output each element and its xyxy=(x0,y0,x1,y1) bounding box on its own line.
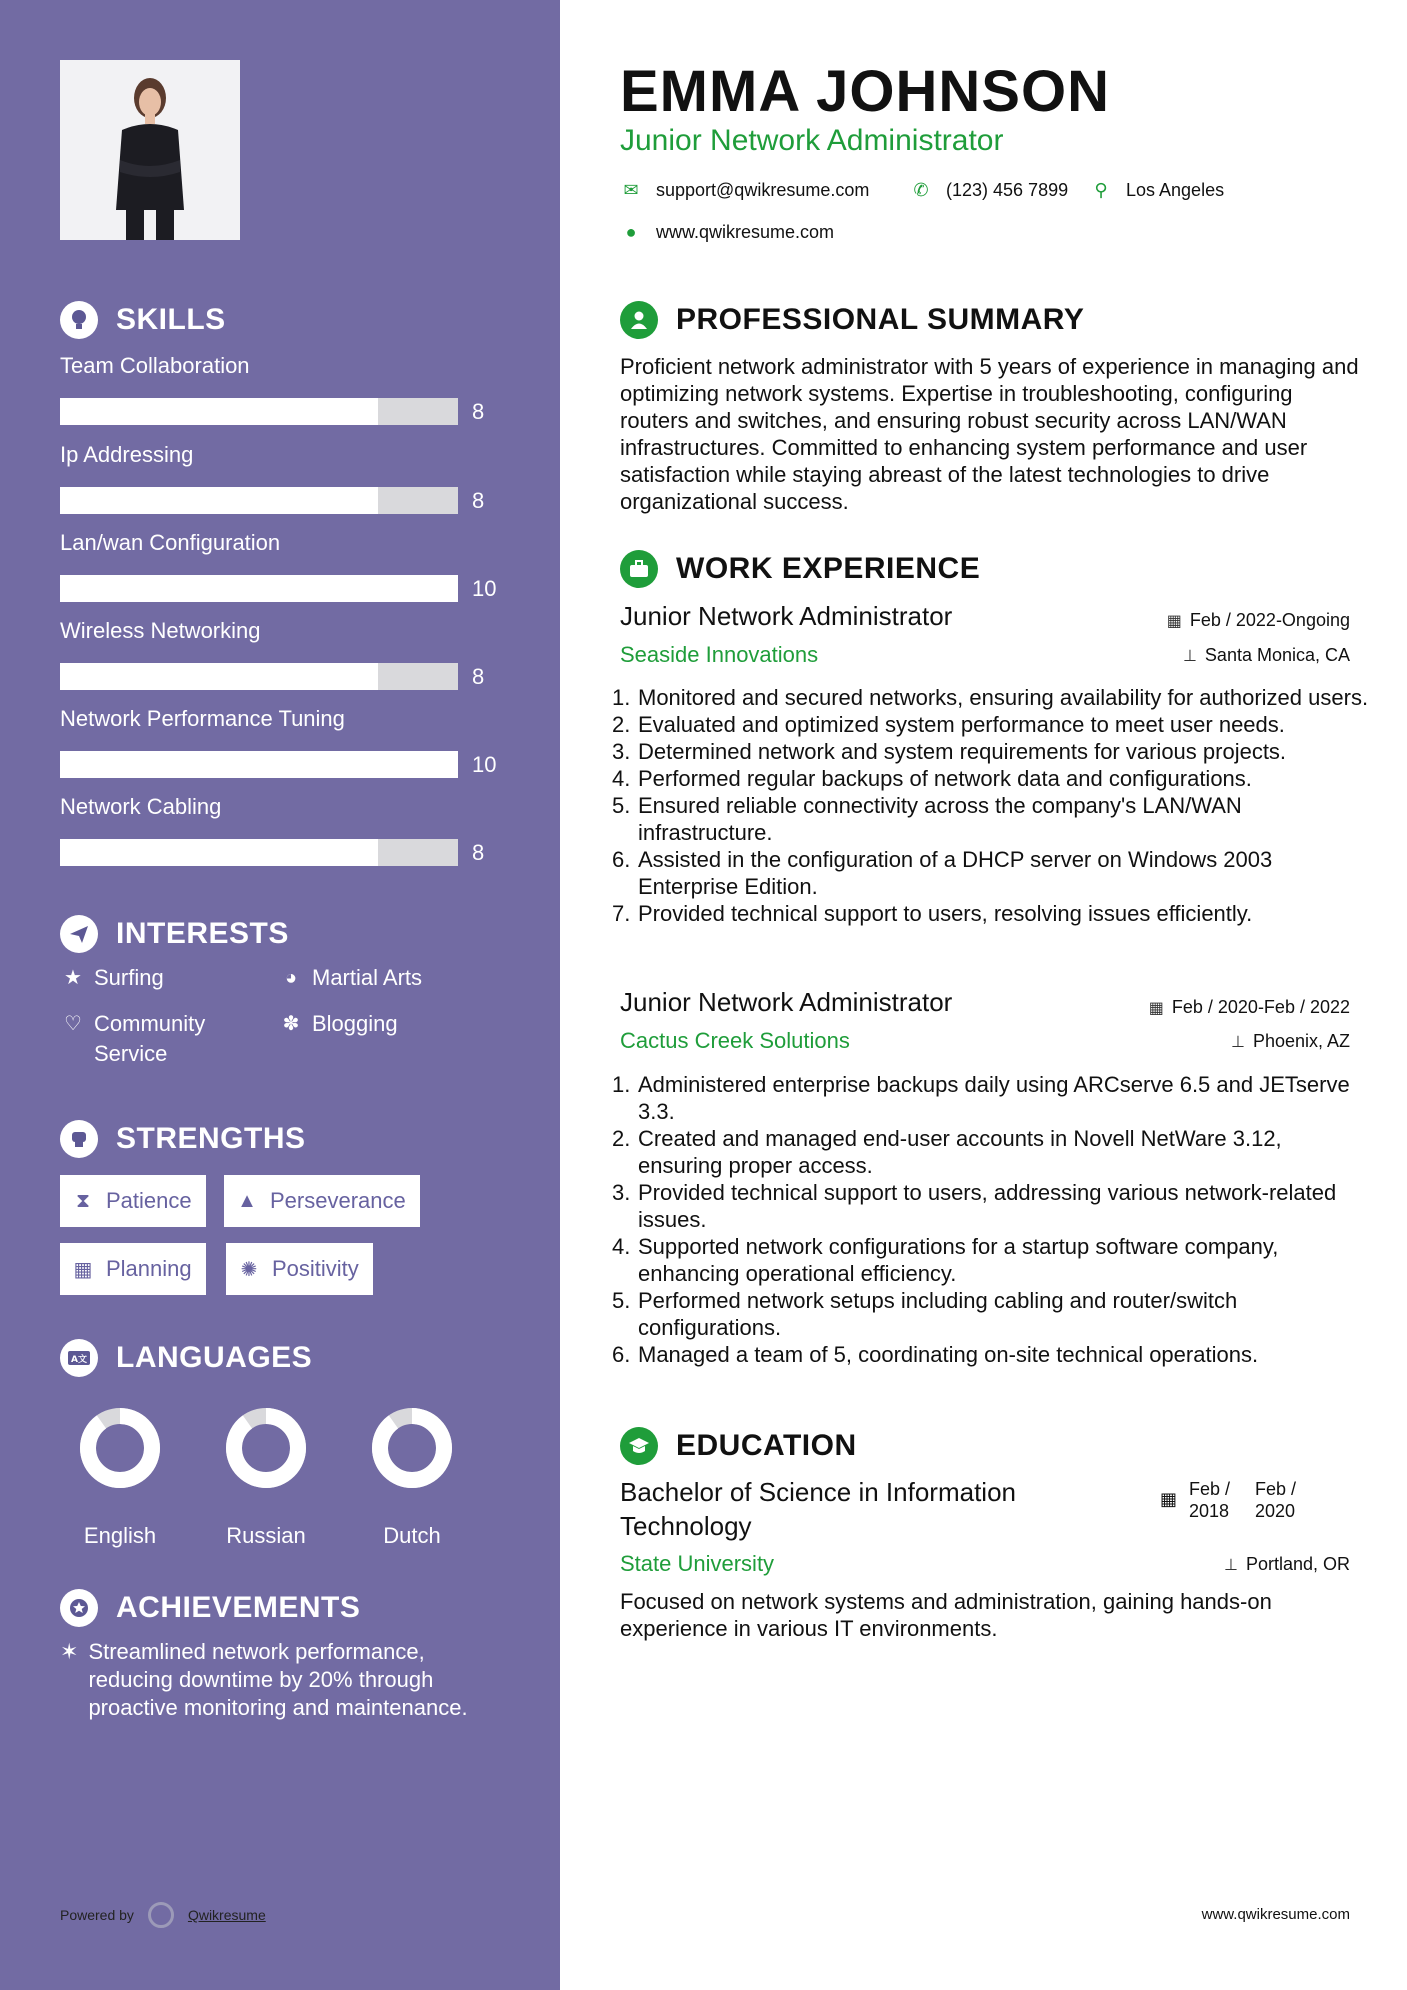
summary-heading xyxy=(620,301,1084,339)
language-ring xyxy=(370,1406,454,1490)
award-icon xyxy=(60,1589,98,1627)
duty-text: Provided technical support to users, addressing various network-related issues. xyxy=(638,1180,1337,1232)
contact-website[interactable] xyxy=(620,222,834,243)
pushpin-icon: ⊥ xyxy=(1182,647,1197,665)
strength-badge xyxy=(60,1175,206,1227)
skill-bar xyxy=(60,839,458,866)
summary-text: Proficient network administrator with 5 years of experience in managing and optimizing network systems. Expertise in troubleshooting, configuring routers and switches, and ensuring robust security across LAN/WAN infrastructures. Committed to enhancing system performance and user satisfaction while staying abreast of the latest technologies to drive organizational success. xyxy=(620,354,1359,514)
education-end: Feb / 2020 xyxy=(1255,1479,1297,1521)
graduation-icon xyxy=(620,1427,658,1465)
language-item xyxy=(60,1406,180,1549)
svg-text:A文: A文 xyxy=(71,1355,87,1365)
duty-text: Assisted in the configuration of a DHCP server on Windows 2003 Enterprise Edition. xyxy=(638,847,1273,899)
skill-name: Wireless Networking xyxy=(60,618,261,643)
skill-item xyxy=(60,794,500,865)
list-item xyxy=(612,711,1372,738)
location-text: Los Angeles xyxy=(1126,180,1225,200)
skills-heading-text: SKILLS xyxy=(116,303,226,336)
list-item xyxy=(612,684,1372,711)
strengths-heading-text: STRENGTHS xyxy=(116,1122,306,1155)
duty-text: Evaluated and optimized system performance to meet user needs. xyxy=(638,712,1285,737)
skill-value: 8 xyxy=(472,664,485,689)
education-heading-text: EDUCATION xyxy=(676,1429,857,1462)
list-item xyxy=(612,846,1372,900)
interest-item xyxy=(60,1009,260,1069)
duty-text: Created and managed end-user accounts in Novell NetWare 3.12, ensuring proper access. xyxy=(638,1126,1282,1178)
skills-heading xyxy=(60,301,226,339)
footer-website[interactable]: www.qwikresume.com xyxy=(1201,1906,1350,1923)
calendar-icon: ▦ xyxy=(73,1258,93,1281)
qwikresume-link[interactable]: Qwikresume xyxy=(187,1907,266,1923)
education-description: Focused on network systems and administration, gaining hands-on experience in various IT environments. xyxy=(620,1589,1272,1641)
email-text: support@qwikresume.com xyxy=(656,180,870,200)
list-item xyxy=(612,765,1372,792)
profile-photo xyxy=(60,60,240,240)
skill-bar xyxy=(60,751,458,778)
contact-phone[interactable] xyxy=(910,180,1068,201)
list-number: 6. xyxy=(612,847,631,872)
achievement-text: Streamlined network performance, reducing downtime by 20% through proactive monitoring and maintenance. xyxy=(88,1639,468,1720)
duty-text: Managed a team of 5, coordinating on-site technical operations. xyxy=(638,1342,1259,1367)
experience-heading-text: WORK EXPERIENCE xyxy=(676,552,981,585)
skill-value: 8 xyxy=(472,399,485,424)
list-item xyxy=(612,1341,1372,1368)
translate-icon xyxy=(60,1339,98,1377)
skill-item xyxy=(60,618,500,689)
list-item xyxy=(612,1071,1372,1125)
job-location xyxy=(1231,1031,1350,1052)
skill-name: Ip Addressing xyxy=(60,442,194,467)
road-icon: ▲ xyxy=(237,1189,257,1212)
paper-plane-icon xyxy=(60,915,98,953)
contact-location xyxy=(1090,180,1224,201)
job-duties-list xyxy=(612,1071,1372,1368)
duty-text: Supported network configurations for a startup software company, enhancing operational efficiency. xyxy=(638,1234,1279,1286)
list-item xyxy=(612,1233,1372,1287)
list-number: 4. xyxy=(612,766,631,791)
website-text: www.qwikresume.com xyxy=(656,222,835,242)
job-title: Junior Network Administrator xyxy=(620,601,953,631)
list-item xyxy=(612,792,1372,846)
job-location-text: Santa Monica, CA xyxy=(1204,645,1350,665)
strength-badge xyxy=(60,1243,206,1295)
main-content xyxy=(560,0,1407,1990)
interest-label: Martial Arts xyxy=(312,965,423,990)
interest-item xyxy=(278,963,422,993)
education-dates xyxy=(1160,1478,1311,1522)
list-number: 1. xyxy=(612,685,631,710)
list-number: 6. xyxy=(612,1342,631,1367)
interest-item xyxy=(60,963,164,993)
interest-item xyxy=(278,1009,398,1039)
list-number: 5. xyxy=(612,793,631,818)
star-burst-icon: ✶ xyxy=(60,1639,79,1664)
sidebar xyxy=(0,0,560,1990)
language-item xyxy=(206,1406,326,1549)
skill-name: Team Collaboration xyxy=(60,353,250,378)
skill-value: 10 xyxy=(472,752,497,777)
job-dates xyxy=(1167,610,1350,631)
skill-item xyxy=(60,706,500,777)
phone-text: (123) 456 7899 xyxy=(946,180,1069,200)
languages-heading xyxy=(60,1339,312,1377)
job-dates-text: Feb / 2022-Ongoing xyxy=(1189,610,1350,630)
list-number: 1. xyxy=(612,1072,631,1097)
list-number: 3. xyxy=(612,739,631,764)
language-ring xyxy=(224,1406,308,1490)
achievements-heading-text: ACHIEVEMENTS xyxy=(116,1591,361,1624)
pushpin-icon: ⊥ xyxy=(1231,1033,1245,1051)
language-ring xyxy=(78,1406,162,1490)
duty-text: Ensured reliable connectivity across the company's LAN/WAN infrastructure. xyxy=(638,793,1242,845)
job-company: Seaside Innovations xyxy=(620,642,819,667)
briefcase-icon xyxy=(620,550,658,588)
skill-bar xyxy=(60,487,458,514)
fist-icon xyxy=(60,1120,98,1158)
skill-value: 10 xyxy=(472,576,497,601)
summary-heading-text: PROFESSIONAL SUMMARY xyxy=(676,303,1085,336)
list-item xyxy=(612,900,1372,927)
globe-icon: ◕ xyxy=(284,967,298,989)
contact-email[interactable] xyxy=(620,180,869,201)
skill-bar-fill xyxy=(60,575,458,602)
list-number: 5. xyxy=(612,1288,631,1313)
strengths-heading xyxy=(60,1120,306,1158)
skill-bar xyxy=(60,663,458,690)
skill-bar-fill xyxy=(60,839,378,866)
list-number: 3. xyxy=(612,1180,631,1205)
sun-icon: ✺ xyxy=(240,1258,258,1281)
language-name: English xyxy=(83,1523,157,1548)
strength-badge xyxy=(224,1175,420,1227)
job-location-text: Phoenix, AZ xyxy=(1252,1031,1350,1051)
skill-bar-fill xyxy=(60,487,378,514)
list-item xyxy=(612,1287,1372,1341)
job-dates xyxy=(1149,997,1350,1018)
interest-label: Community Service xyxy=(94,1011,206,1066)
skill-bar-fill xyxy=(60,751,458,778)
language-name: Russian xyxy=(226,1523,306,1548)
lightbulb-icon xyxy=(60,301,98,339)
map-pin-icon: ⚲ xyxy=(1094,180,1108,200)
job-title: Junior Network Administrator xyxy=(620,987,953,1017)
skill-value: 8 xyxy=(472,488,485,513)
skill-item xyxy=(60,530,500,601)
degree-title: Bachelor of Science in Information Technology xyxy=(620,1477,1016,1541)
skill-bar xyxy=(60,575,458,602)
calendar-icon: ▦ xyxy=(1160,1489,1178,1509)
achievements-heading xyxy=(60,1589,360,1627)
strength-label: Perseverance xyxy=(270,1188,406,1213)
school-name: State University xyxy=(620,1551,775,1576)
skill-item xyxy=(60,442,500,513)
language-name: Dutch xyxy=(383,1523,441,1548)
interest-label: Blogging xyxy=(312,1011,398,1036)
list-item xyxy=(612,738,1372,765)
duty-text: Provided technical support to users, resolving issues efficiently. xyxy=(638,901,1253,926)
powered-by-text: Powered by xyxy=(60,1907,134,1923)
skill-bar xyxy=(60,398,458,425)
list-item xyxy=(612,1179,1372,1233)
duty-text: Administered enterprise backups daily using ARCserve 6.5 and JETserve 3.3. xyxy=(638,1072,1350,1124)
list-number: 7. xyxy=(612,901,631,926)
language-item xyxy=(352,1406,472,1549)
languages-heading-text: LANGUAGES xyxy=(116,1341,313,1374)
interests-heading-text: INTERESTS xyxy=(116,917,289,950)
skill-bar-fill xyxy=(60,398,378,425)
users-icon: ✽ xyxy=(282,1013,300,1035)
achievement-item xyxy=(60,1638,500,1722)
experience-heading xyxy=(620,550,980,588)
education-location xyxy=(1224,1554,1350,1575)
list-number: 2. xyxy=(612,712,631,737)
candidate-role: Junior Network Administrator xyxy=(620,124,1004,157)
list-number: 4. xyxy=(612,1234,631,1259)
globe-icon: ● xyxy=(625,222,637,242)
hourglass-icon: ⧗ xyxy=(75,1189,91,1212)
skill-name: Network Cabling xyxy=(60,794,222,819)
skill-value: 8 xyxy=(472,840,485,865)
education-heading xyxy=(620,1427,857,1465)
candidate-name: EMMA JOHNSON xyxy=(620,59,1110,124)
list-number: 2. xyxy=(612,1126,631,1151)
duty-text: Monitored and secured networks, ensuring availability for authorized users. xyxy=(638,685,1369,710)
skill-bar-fill xyxy=(60,663,378,690)
calendar-icon: ▦ xyxy=(1166,612,1182,630)
duty-text: Performed network setups including cabling and router/switch configurations. xyxy=(638,1288,1238,1340)
hands-icon: ♡ xyxy=(64,1013,82,1035)
duty-text: Performed regular backups of network data and configurations. xyxy=(638,766,1252,791)
skill-name: Lan/wan Configuration xyxy=(60,530,281,555)
education-start: Feb / 2018 xyxy=(1189,1479,1231,1521)
strength-label: Positivity xyxy=(272,1256,359,1281)
qwikresume-logo-icon xyxy=(148,1902,174,1928)
list-item xyxy=(612,1125,1372,1179)
phone-icon: ✆ xyxy=(913,180,929,200)
envelope-icon: ✉ xyxy=(623,180,639,200)
pushpin-icon: ⊥ xyxy=(1224,1556,1238,1574)
user-icon xyxy=(620,301,658,339)
job-company: Cactus Creek Solutions xyxy=(620,1028,850,1053)
strength-label: Planning xyxy=(106,1256,192,1281)
education-location-text: Portland, OR xyxy=(1245,1554,1350,1574)
interests-heading xyxy=(60,915,289,953)
strength-badge xyxy=(226,1243,373,1295)
powered-by xyxy=(60,1902,266,1928)
duty-text: Determined network and system requirements for various projects. xyxy=(638,739,1287,764)
star-icon: ★ xyxy=(64,967,82,989)
strength-label: Patience xyxy=(106,1188,192,1213)
job-location xyxy=(1183,645,1350,666)
calendar-icon: ▦ xyxy=(1148,999,1164,1017)
skill-name: Network Performance Tuning xyxy=(60,706,345,731)
interest-label: Surfing xyxy=(94,965,164,990)
job-dates-text: Feb / 2020-Feb / 2022 xyxy=(1171,997,1350,1017)
job-duties-list xyxy=(612,684,1372,927)
skill-item xyxy=(60,353,500,424)
